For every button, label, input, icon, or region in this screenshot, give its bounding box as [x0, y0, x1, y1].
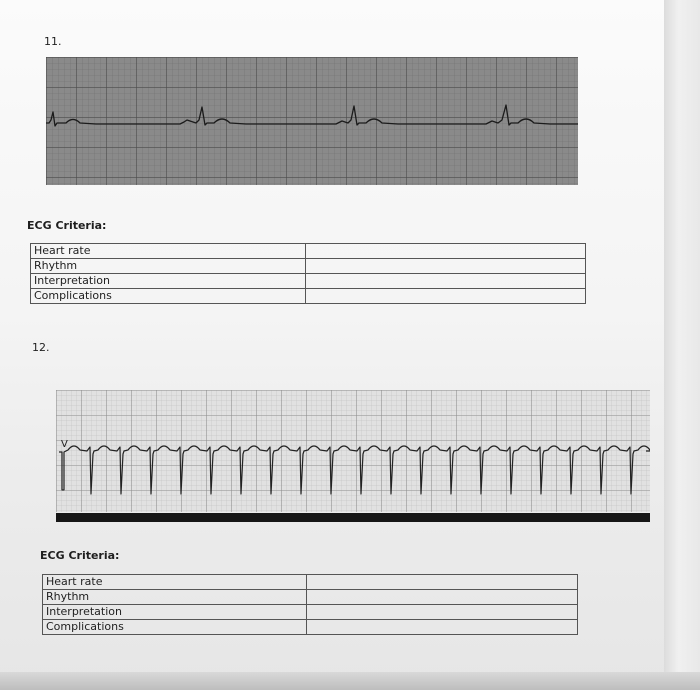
table-row [43, 605, 578, 620]
table-row [43, 575, 578, 590]
answer-cell-rhythm[interactable] [306, 259, 586, 274]
criteria-label: Complications [31, 289, 306, 304]
answer-cell-complications[interactable] [307, 620, 578, 635]
ecg-strip-12-svg [56, 390, 650, 524]
ecg-strip-12 [56, 390, 650, 524]
criteria-label: Rhythm [43, 590, 307, 605]
answer-cell-interpretation[interactable] [306, 274, 586, 289]
table-row [43, 620, 578, 635]
ecg-strip-11-svg [46, 57, 578, 185]
table-row [31, 259, 586, 274]
criteria-label: Complications [43, 620, 307, 635]
answer-cell-interpretation[interactable] [307, 605, 578, 620]
criteria-label: Rhythm [31, 259, 306, 274]
table-row [31, 244, 586, 259]
ecg-strip-11 [46, 57, 578, 185]
criteria-label: Heart rate [43, 575, 307, 590]
criteria-label: Interpretation [43, 605, 307, 620]
paper-edge [664, 0, 700, 690]
answer-cell-rhythm[interactable] [307, 590, 578, 605]
answer-cell-heart-rate[interactable] [306, 244, 586, 259]
criteria-title-12: ECG Criteria: [40, 549, 120, 562]
criteria-label: Heart rate [31, 244, 306, 259]
criteria-table-11 [30, 243, 586, 304]
table-row [31, 289, 586, 304]
answer-cell-heart-rate[interactable] [307, 575, 578, 590]
criteria-label: Interpretation [31, 274, 306, 289]
criteria-title-11: ECG Criteria: [27, 219, 107, 232]
question-number-11: 11. [44, 35, 62, 48]
question-number-12: 12. [32, 341, 50, 354]
criteria-table-12 [42, 574, 578, 635]
answer-cell-complications[interactable] [306, 289, 586, 304]
lead-label: V [61, 439, 68, 450]
table-row [43, 590, 578, 605]
table-row [31, 274, 586, 289]
paper-bottom-shadow [0, 672, 700, 690]
